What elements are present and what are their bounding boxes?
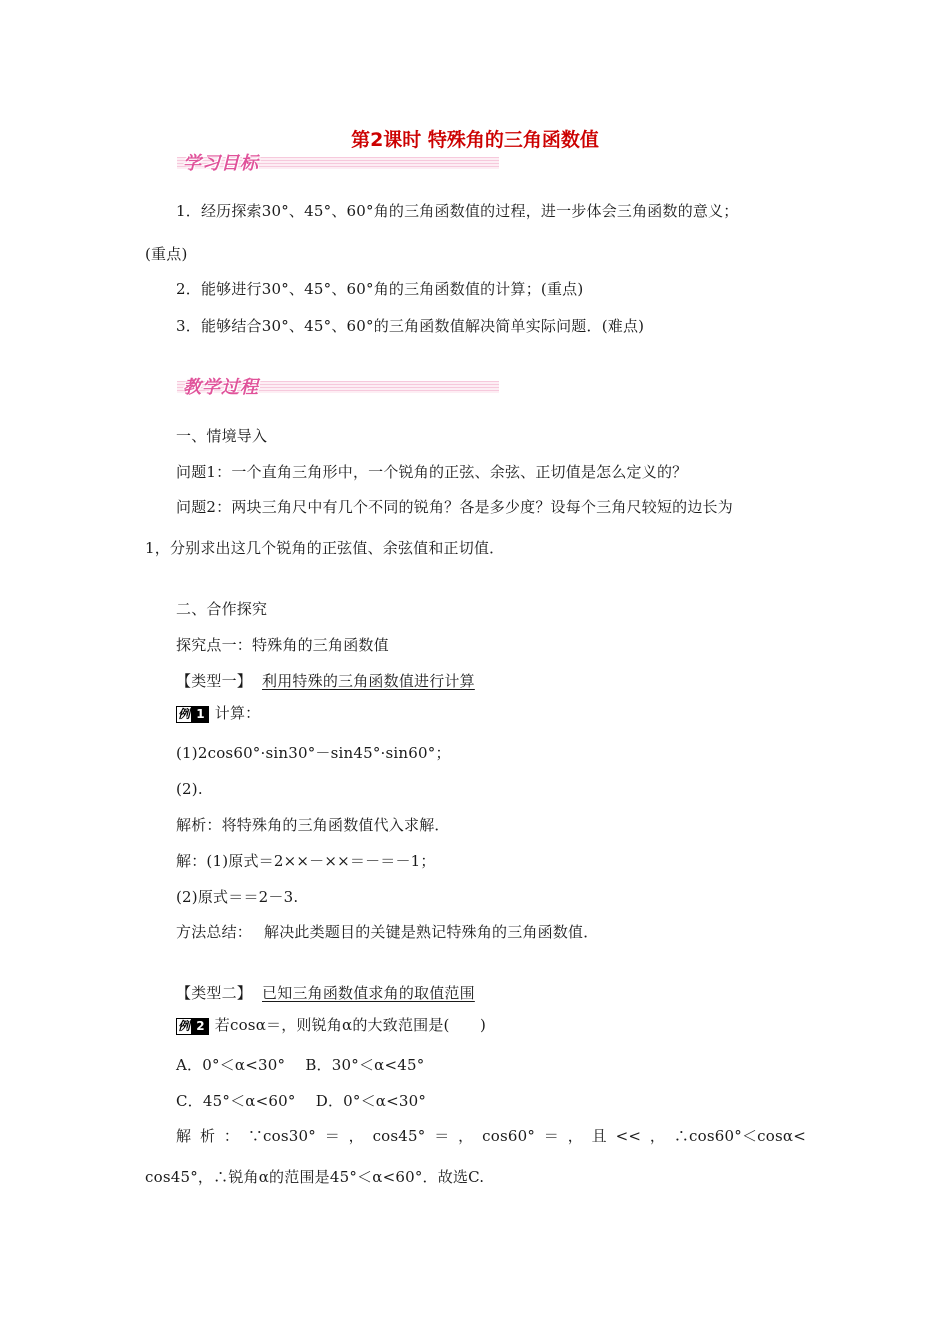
question-2-line-2: 1，分别求出这几个锐角的正弦值、余弦值和正切值． <box>145 539 505 557</box>
type-1-title: 利用特殊的三角函数值进行计算 <box>262 672 475 690</box>
example-2-options-cd: C．45°＜α<60° D．0°＜α<30° <box>176 1092 427 1110</box>
section-heading-explore: 二、合作探究 <box>176 600 268 618</box>
objective-3: 3．能够结合30°、45°、60°的三角函数值解决简单实际问题．(难点) <box>176 317 645 335</box>
example-2-analysis-line-1: 解析：∵cos30°＝，cos45°＝，cos60°＝，且<<，∴cos60°＜cosα< <box>176 1127 806 1145</box>
objectives-banner-text: 学习目标 <box>183 153 259 174</box>
section-heading-intro: 一、情境导入 <box>176 427 268 445</box>
objectives-banner <box>177 149 499 174</box>
type-2-title: 已知三角函数值求角的取值范围 <box>262 984 475 1002</box>
process-banner-text: 教学过程 <box>183 377 259 398</box>
summary-text: 解决此类题目的关键是熟记特殊角的三角函数值． <box>264 923 599 941</box>
summary-label: 方法总结： <box>176 923 253 941</box>
objective-2: 2．能够进行30°、45°、60°角的三角函数值的计算；(重点) <box>176 280 584 298</box>
example-2-analysis-line-2: cos45°，∴锐角α的范围是45°＜α<60°．故选C. <box>145 1168 485 1186</box>
type-1-label: 【类型一】 <box>176 672 253 690</box>
example-badge-char: 例 <box>178 706 191 721</box>
question-2-line-1: 问题2：两块三角尺中有几个不同的锐角？各是多少度？设每个三角尺较短的边长为 <box>176 498 733 516</box>
example-1-badge <box>176 706 209 721</box>
example-1-solution-1: 解：(1)原式＝2××－××＝－＝－1； <box>176 852 436 870</box>
type-1-heading <box>176 671 475 691</box>
example-2-prompt: 若cosα＝，则锐角α的大致范围是( ) <box>214 1016 487 1034</box>
objective-1-note: (重点) <box>145 245 188 263</box>
example-badge-number: 2 <box>192 1018 209 1035</box>
question-1: 问题1：一个直角三角形中，一个锐角的正弦、余弦、正切值是怎么定义的？ <box>176 463 688 481</box>
type-2-label: 【类型二】 <box>176 984 253 1002</box>
example-2-options-ab: A．0°＜α<30° B．30°＜α<45° <box>176 1056 425 1074</box>
example-badge-number: 1 <box>192 706 209 723</box>
explore-point-1: 探究点一：特殊角的三角函数值 <box>176 636 389 654</box>
example-1-prompt-line <box>176 703 260 723</box>
example-1-analysis: 解析：将特殊角的三角函数值代入求解． <box>176 816 450 834</box>
page-title: 第2课时 特殊角的三角函数值 <box>351 129 599 151</box>
example-1-part-1: (1)2cos60°·sin30°－sin45°·sin60°； <box>176 744 451 762</box>
example-2-badge <box>176 1018 209 1033</box>
example-1-prompt: 计算： <box>214 704 261 722</box>
example-badge-char: 例 <box>178 1018 191 1033</box>
example-1-solution-2: (2)原式＝＝2－3. <box>176 888 299 906</box>
example-1-part-2: (2). <box>176 780 203 798</box>
objective-1: 1．经历探索30°、45°、60°角的三角函数值的过程，进一步体会三角函数的意义； <box>176 202 739 220</box>
type-2-heading <box>176 983 475 1003</box>
example-2-prompt-line <box>176 1015 486 1035</box>
example-1-summary <box>176 922 598 942</box>
process-banner <box>177 373 499 398</box>
